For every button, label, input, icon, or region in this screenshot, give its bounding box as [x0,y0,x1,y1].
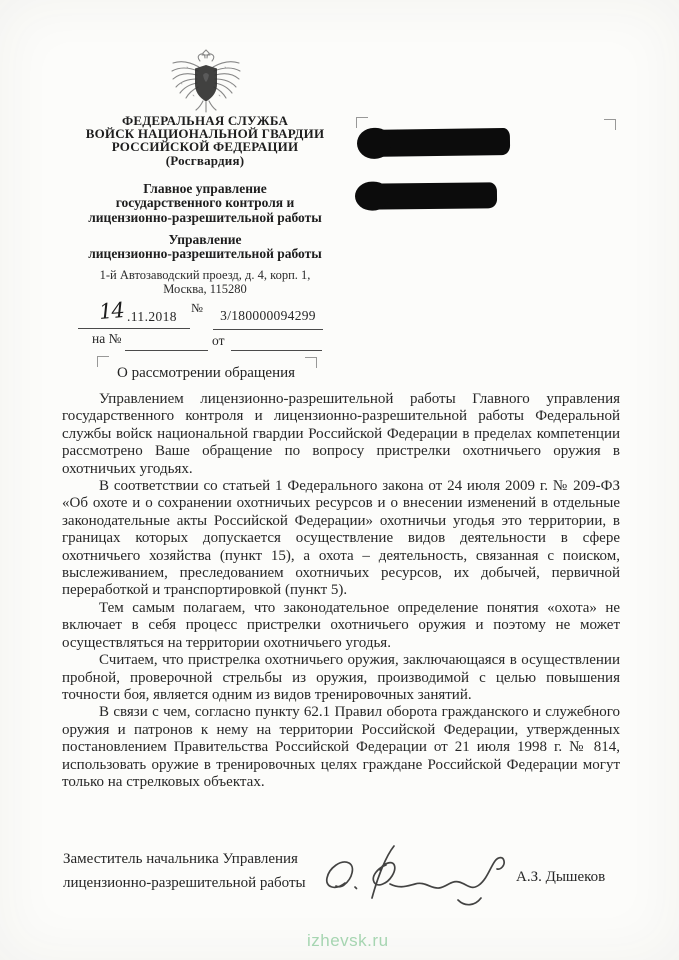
incoming-date-underline [231,350,322,351]
org-short-name: (Росгвардия) [165,152,245,168]
org-name-line: ВОЙСК НАЦИОНАЛЬНОЙ ГВАРДИИ [85,126,325,142]
main-directorate-block [45,182,365,225]
org-name-block [45,114,365,167]
number-underline [213,329,323,330]
watermark-text: izhevsk.ru [307,931,389,950]
signer-position-line: лицензионно-разрешительной работы [63,874,306,891]
body-paragraph: Считаем, что пристрелка охотничьего оружия, заключающаяся в осуществлении пробной, проверочной стрельбы из оружия, производимой с целью повышения точности боя, является одним из видов тренировочных занятий. [62,652,620,703]
redaction-bar [360,128,510,157]
org-name-line: ФЕДЕРАЛЬНАЯ СЛУЖБА [121,113,289,128]
main-directorate-line: Главное управление [143,181,267,196]
body-paragraph: В связи с чем, согласно пункту 62.1 Правил оборота гражданского и служебного оружия и патронов к нему на территории Российской Федерации, утвержденных постановлением Правительства Российской Федерации от 21 июля 1998 г. № 814, использовать оружие в тренировочных целях граждане Российской Федерации могут только на стрелковых объектах. [62,704,620,790]
directorate-line: Управление [168,232,242,247]
main-directorate-line: государственного контроля и [115,195,295,211]
address-line: 1-й Автозаводский проезд, д. 4, корп. 1, [99,268,311,282]
number-sign: № [191,301,203,315]
recipient-corner-mark-left [356,117,368,128]
outgoing-number: 3/180000094299 [220,308,316,323]
redaction-bar [358,182,497,209]
main-directorate-line: лицензионно-разрешительной работы [88,209,322,225]
signer-name: А.З. Дышеков [516,869,606,885]
handwritten-day: 14 [98,297,125,325]
printed-date: .11.2018 [127,309,177,324]
org-name-line: РОССИЙСКОЙ ФЕДЕРАЦИИ [111,139,299,155]
signer-position-line: Заместитель начальника Управления [63,851,298,867]
subject-corner-mark-right [305,357,317,368]
body-paragraph: В соответствии со статьей 1 Федерального закона от 24 июля 2009 г. № 209-ФЗ «Об охоте и о сохранении охотничьих ресурсов и о внесении изменений в отдельные законодательные акты Российской Федерации» охотничьи угодья это территории, в границах которых допускается осуществление видов деятельности в сфере охотничьего хозяйства (пункт 15), а охота – деятельность, связанная с поиском, выслеживанием, преследованием охотничьих ресурсов, их добычей, первичной переработкой и транспортировкой (пункт 5). [62,478,620,599]
emblem-shield [195,65,217,102]
body-paragraph: Управлением лицензионно-разрешительной работы Главного управления государственного контроля и лицензионно-разрешительной работы Федеральной службы войск национальной гвардии Российской Федерации в пределах компетенции рассмотрено Ваше обращение по вопросу пристрелки охотничьего оружия в охотничьих угодьях. [62,391,620,477]
incoming-date-label: от [212,333,225,348]
incoming-number-label: на № [92,331,122,346]
body-paragraph: Тем самым полагаем, что законодательное определение понятия «охота» не включает в себя процесс пристрелки охотничьего оружия и поэтому не может осуществляться на территории охотничьего угодья. [62,599,620,651]
rosgvardia-emblem-icon [167,49,245,113]
date-underline [78,328,190,329]
recipient-corner-mark-right [604,119,616,130]
address-block [45,269,365,297]
signer-position-block [63,848,343,895]
address-line: Москва, 115280 [163,281,247,296]
directorate-block [45,233,365,262]
incoming-number-underline [125,350,208,351]
directorate-line: лицензионно-разрешительной работы [88,246,322,262]
handwritten-signature-icon [318,838,514,910]
subject-line: О рассмотрении обращения [117,365,296,381]
letter-body [62,391,620,791]
subject-corner-mark-left [97,356,109,367]
